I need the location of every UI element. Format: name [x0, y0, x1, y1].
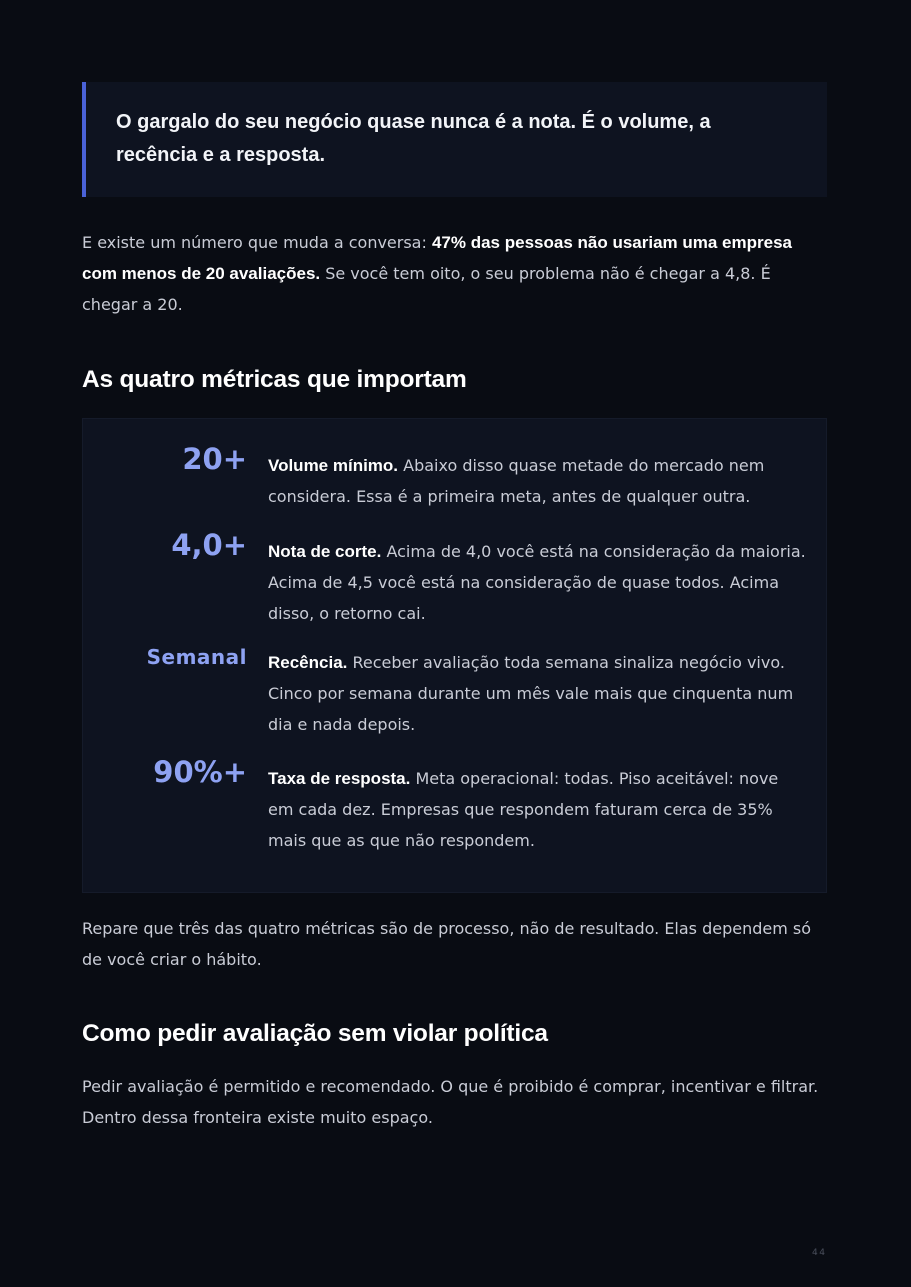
metric-value: Semanal [146, 645, 247, 669]
pull-quote-text: O gargalo do seu negócio quase nunca é a nota. É o volume, a recência e a resposta. [116, 111, 711, 166]
intro-paragraph [82, 227, 830, 320]
metric-text: Acima de 4,0 você está na consideração da maioria. Acima de 4,5 você está na consideração de quase todos. Acima disso, o retorno cai. [268, 542, 806, 623]
section-title-requests: Como pedir avaliação sem violar política [82, 1020, 548, 1047]
intro-highlight: 47% das pessoas não usariam uma empresa com menos de 20 avaliações. [82, 233, 792, 283]
metric-description [268, 450, 808, 512]
metric-text: Meta operacional: todas. Piso aceitável: nove em cada dez. Empresas que respondem faturam cerca de 35% mais que as que não respondem. [268, 769, 779, 850]
intro-lead: E existe um número que muda a conversa: [82, 233, 432, 252]
metric-label: Volume mínimo. [268, 456, 399, 475]
pull-quote [82, 82, 827, 197]
metric-value: 90%+ [153, 755, 247, 789]
metric-label: Recência. [268, 653, 348, 672]
metric-label: Nota de corte. [268, 542, 382, 561]
requests-paragraph: Pedir avaliação é permitido e recomendado. O que é proibido é comprar, incentivar e filtrar. Dentro dessa fronteira existe muito espaço. [82, 1077, 819, 1127]
metric-description [268, 536, 808, 629]
metrics-panel [82, 418, 827, 893]
metric-text: Receber avaliação toda semana sinaliza negócio vivo. Cinco por semana durante um mês vale mais que cinquenta num dia e nada depois. [268, 653, 794, 734]
metric-value: 4,0+ [171, 528, 247, 562]
metric-description [268, 763, 808, 856]
process-note-paragraph: Repare que três das quatro métricas são de processo, não de resultado. Elas dependem só de você criar o hábito. [82, 919, 812, 969]
section-title-metrics: As quatro métricas que importam [82, 366, 467, 393]
metric-description [268, 647, 808, 740]
metric-label: Taxa de resposta. [268, 769, 411, 788]
metric-text: Abaixo disso quase metade do mercado nem considera. Essa é a primeira meta, antes de qualquer outra. [268, 456, 765, 506]
page-number: 44 [812, 1248, 827, 1258]
intro-rest: Se você tem oito, o seu problema não é chegar a 4,8. É chegar a 20. [82, 264, 771, 314]
metric-value: 20+ [182, 442, 247, 476]
